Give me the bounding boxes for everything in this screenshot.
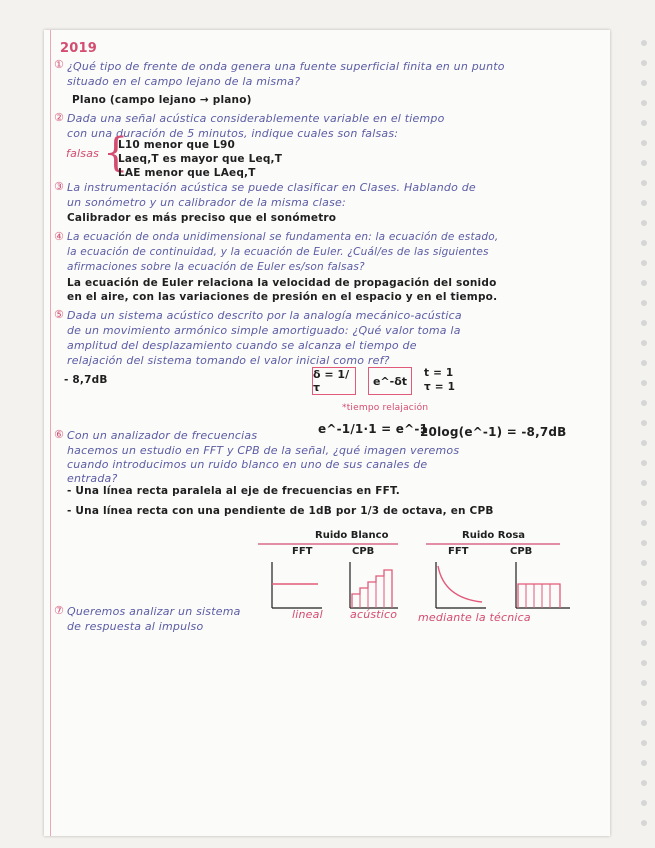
q4-text-line2: la ecuación de continuidad, y la ecuación de Euler. ¿Cuál/es de las siguientes	[67, 246, 489, 258]
fft-label: FFT	[448, 546, 469, 557]
white-noise-cpb-plot	[350, 562, 398, 608]
q5-tau-value: τ = 1	[424, 381, 456, 393]
q5-exp-equation: e^-1/1·1 = e^-1	[318, 422, 429, 436]
q5-answer: - 8,7dB	[64, 374, 108, 386]
q5-t-value: t = 1	[424, 367, 454, 379]
q3-text-line2: un sonómetro y un calibrador de la misma clase:	[67, 196, 346, 209]
white-noise-fft-plot	[272, 562, 322, 608]
q7-text-line2: de respuesta al impulso	[67, 620, 204, 633]
q6-answer-line2: - Una línea recta con una pendiente de 1dB por 1/3 de octava, en CPB	[67, 505, 494, 517]
q6-number: ⑥	[54, 428, 65, 441]
margin-line	[50, 30, 51, 836]
q2-text-line1: Dada una señal acústica considerablemente variable en el tiempo	[67, 112, 445, 125]
cpb-label: CPB	[352, 546, 375, 557]
ruido-rosa-label: Ruido Rosa	[462, 530, 526, 541]
q6-text-line1: Con un analizador de frecuencias	[67, 429, 258, 442]
q6-text-line4: entrada?	[67, 472, 118, 485]
q3-number: ③	[54, 180, 65, 193]
noise-spectra-sketch	[250, 526, 590, 618]
q2-item: Laeq,T es mayor que Leq,T	[118, 153, 283, 165]
q7-text-line1: Queremos analizar un sistema	[67, 605, 241, 618]
delta-formula-box: δ = 1/τ	[312, 367, 356, 395]
q1-text-line2: situado en el campo lejano de la misma?	[67, 75, 301, 88]
q4-text-line1: La ecuación de onda unidimensional se fundamenta en: la ecuación de estado,	[67, 231, 499, 243]
fft-label: FFT	[292, 546, 313, 557]
q4-text-line3: afirmaciones sobre la ecuación de Euler es/son falsas?	[67, 261, 365, 273]
q4-number: ④	[54, 230, 65, 243]
pink-noise-fft-plot	[436, 562, 486, 608]
q2-item: L10 menor que L90	[118, 139, 236, 151]
q4-answer-line2: en el aire, con las variaciones de presión en el espacio y en el tiempo.	[67, 291, 498, 303]
tiempo-relajacion-note: *tiempo relajación	[342, 403, 429, 413]
q5-text-line4: relajación del sistema tomando el valor inicial como ref?	[67, 354, 390, 367]
binder-holes	[641, 40, 647, 820]
ruido-blanco-label: Ruido Blanco	[315, 530, 389, 541]
q2-number: ②	[54, 111, 65, 124]
q7-option-lineal: lineal	[292, 608, 323, 621]
q2-falsas-label: falsas	[66, 147, 100, 160]
q5-number: ⑤	[54, 308, 65, 321]
q2-brace: {	[103, 130, 129, 176]
q5-db-equation: 20log(e^-1) = -8,7dB	[420, 425, 567, 439]
q7-option-tecnica: mediante la técnica	[418, 611, 531, 624]
q6-answer-line1: - Una línea recta paralela al eje de frecuencias en FFT.	[67, 485, 400, 497]
q1-answer: Plano (campo lejano → plano)	[72, 94, 252, 106]
q1-text-line1: ¿Qué tipo de frente de onda genera una fuente superficial finita en un punto	[67, 60, 505, 73]
q2-item: LAE menor que LAeq,T	[118, 167, 256, 179]
q3-answer: Calibrador es más preciso que el sonómetro	[67, 212, 337, 224]
q5-text-line2: de un movimiento armónico simple amortiguado: ¿Qué valor toma la	[67, 324, 461, 337]
q6-text-line2: hacemos un estudio en FFT y CPB de la señal, ¿qué imagen veremos	[67, 444, 460, 457]
q4-answer-line1: La ecuación de Euler relaciona la velocidad de propagación del sonido	[67, 277, 497, 289]
cpb-label: CPB	[510, 546, 533, 557]
q7-option-acustico: acústico	[350, 608, 398, 621]
q6-text-line3: cuando introducimos un ruido blanco en uno de sus canales de	[67, 458, 428, 471]
q7-number: ⑦	[54, 604, 65, 617]
q3-text-line1: La instrumentación acústica se puede clasificar en Clases. Hablando de	[67, 181, 476, 194]
q5-text-line1: Dada un sistema acústico descrito por la analogía mecánico-acústica	[67, 309, 462, 322]
q1-number: ①	[54, 58, 65, 71]
year-heading: 2019	[60, 41, 97, 56]
pink-noise-cpb-plot	[516, 562, 570, 608]
q2-text-line2: con una duración de 5 minutos, indique cuales son falsas:	[67, 127, 399, 140]
exp-formula-box: e^-δt	[368, 367, 412, 395]
q5-text-line3: amplitud del desplazamiento cuando se alcanza el tiempo de	[67, 339, 417, 352]
